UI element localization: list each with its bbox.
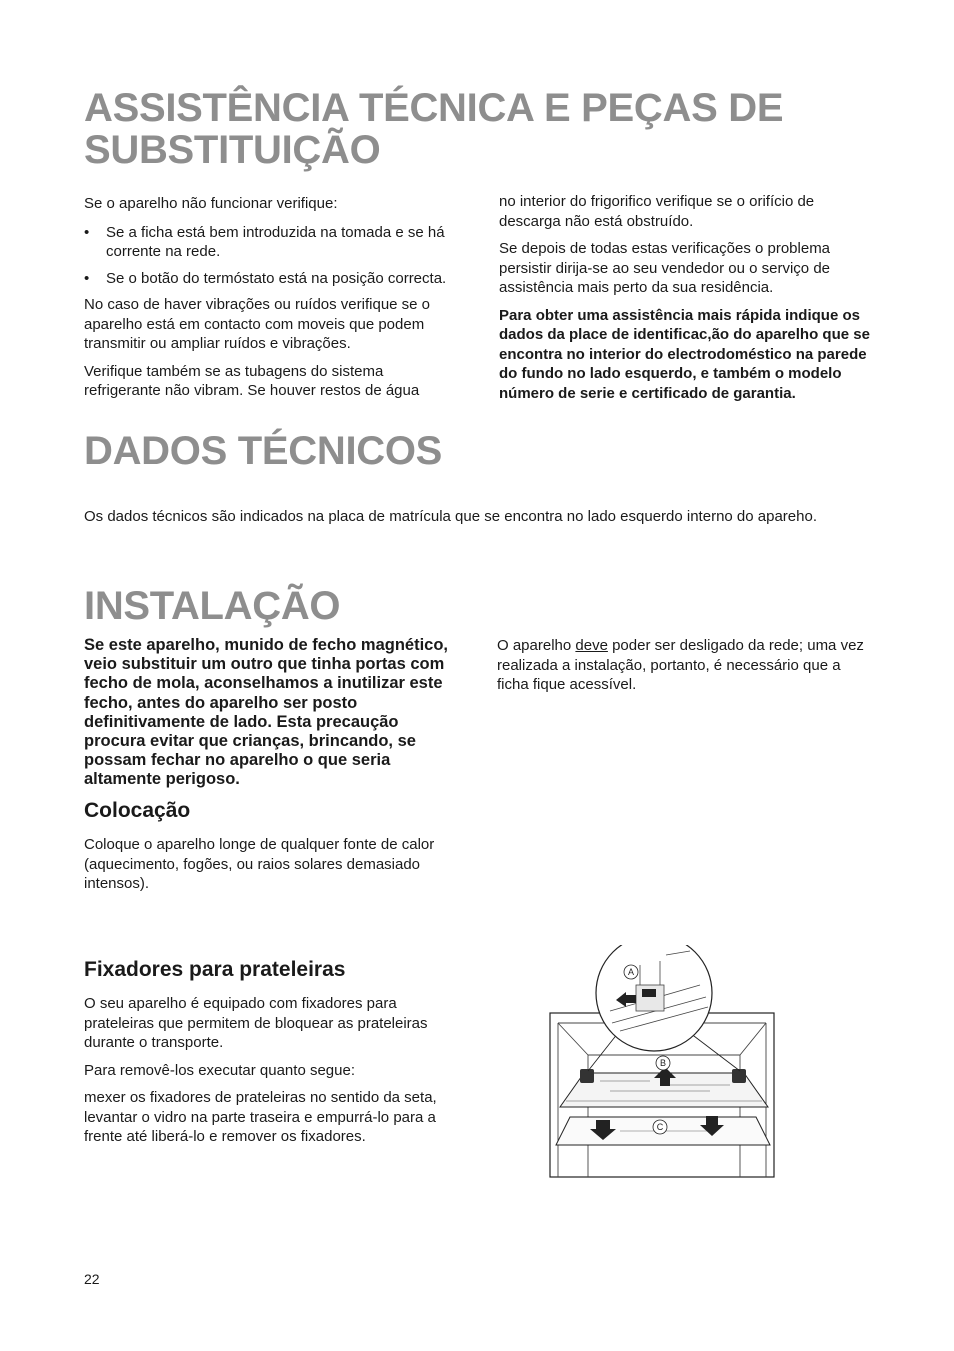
- shelf-fixer-illustration: [540, 945, 785, 1185]
- title-line-1: ASSISTÊNCIA TÉCNICA E PEÇAS DE: [84, 86, 784, 130]
- fixadores-paragraph-1: O seu aparelho é equipado com fixadores para prateleiras que permitem de bloquear as prateleiras durante o transporte.: [84, 995, 428, 1051]
- list-item: • Se a ficha está bem introduzida na tomada e se há corrente na rede.: [84, 223, 445, 260]
- label-b: B: [659, 1058, 667, 1068]
- subsection-title-fixadores: Fixadores para prateleiras: [84, 958, 346, 981]
- assistencia-left-column: [84, 194, 464, 401]
- vibration-paragraph: No caso de haver vibrações ou ruídos verifique se o aparelho está em contacto com moveis que podem transmitir ou ampliar ruídos e vibrações.: [84, 296, 431, 352]
- subsection-title-colocacao: Colocação: [84, 799, 191, 822]
- fixadores-text-block: [84, 994, 459, 1147]
- page-number: 22: [84, 1271, 100, 1287]
- intro-text: Se o aparelho não funcionar verifique:: [84, 195, 338, 212]
- label-c: C: [656, 1122, 664, 1132]
- tubing-paragraph: Verifique também se as tubagens do sistema refrigerante não vibram. Se houver restos de água: [84, 362, 420, 399]
- assistencia-right-column: [499, 192, 875, 403]
- colocacao-text: Coloque o aparelho longe de qualquer fonte de calor (aquecimento, fogões, ou raios solares demasiado intensos).: [84, 836, 435, 892]
- service-info-paragraph: Para obter uma assistência mais rápida indique os dados da place de identificac,ão do aparelho que se encontra no interior do electrodoméstico na parede do fundo no lado esquerdo, e também o modelo número de serie e certificado de garantia.: [499, 306, 870, 402]
- check-list: [84, 223, 464, 289]
- disconnect-paragraph: O aparelho deve poder ser desligado da rede; uma vez realizada a instalação, portanto, é necessário que a ficha fique acessível.: [497, 637, 864, 693]
- emphasis-underlined: deve: [575, 637, 608, 654]
- fixadores-paragraph-2: Para removê-los executar quanto segue:: [84, 1061, 355, 1079]
- section-title-assistencia: [84, 87, 904, 171]
- problem-paragraph: Se depois de todas estas verificações o problema persistir dirija-se ao seu vendedor ou o serviço de assistência mais perto da sua residência.: [499, 240, 831, 296]
- bullet-glyph: •: [84, 269, 90, 287]
- dados-text: Os dados técnicos são indicados na placa de matrícula que se encontra no lado esquerdo interno do apareho.: [84, 508, 817, 525]
- title-line-2: SUBSTITUIÇÃO: [84, 128, 381, 172]
- section-title-dados: DADOS TÉCNICOS: [84, 429, 443, 473]
- list-item: • Se o botão do termóstato está na posição correcta.: [84, 269, 447, 287]
- safety-warning: Se este aparelho, munido de fecho magnético, veio substituir um outro que tinha portas com fecho de mola, aconselhamos a inutilizar este fecho, antes do aparelho ser posto definitivamente de lado. Esta precaução procura evitar que crianças, brincando, se possam fechar no aparelho o que seria altamente perigoso.: [84, 636, 448, 789]
- fixadores-paragraph-3: mexer os fixadores de prateleiras no sentido da seta, levantar o vidro na parte traseira e empurrá-lo para a frente até liberá-lo e remover os fixadores.: [84, 1089, 437, 1145]
- section-title-instalacao: INSTALAÇÃO: [84, 584, 341, 628]
- label-a: A: [627, 967, 635, 977]
- continued-paragraph: no interior do frigorifico verifique se o orifício de descarga não está obstruído.: [499, 193, 815, 230]
- bullet-glyph: •: [84, 223, 90, 241]
